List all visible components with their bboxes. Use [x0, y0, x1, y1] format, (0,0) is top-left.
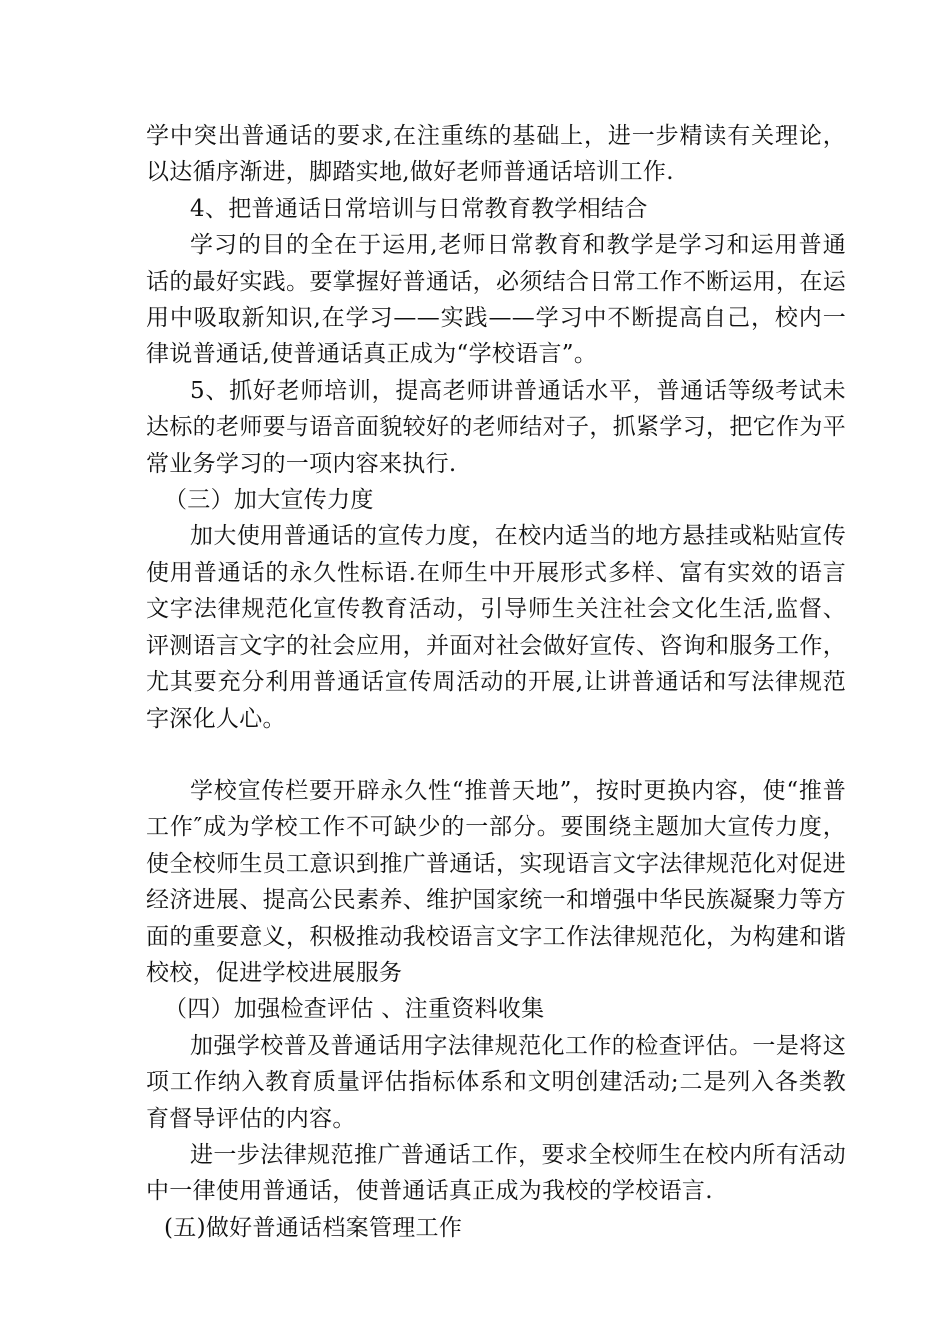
paragraph-inspection: 加强学校普及普通话用字法律规范化工作的检查评估。一是将这项工作纳入教育质量评估指标体系和文明创建活动;二是列入各类教育督导评估的内容。: [146, 1032, 846, 1132]
paragraph-learning-purpose: 学习的目的全在于运用,老师日常教育和教学是学习和运用普通话的最好实践。要掌握好普通话，必须结合日常工作不断运用，在运用中吸取新知识,在学习——实践——学习中不断提高自己，校内一律说普通话,使普通话真正成为“学校语言”。: [146, 232, 846, 368]
paragraph-continuation: 学中突出普通话的要求,在注重练的基础上，进一步精读有关理论，以达循序渐进，脚踏实地,做好老师普通话培训工作.: [146, 123, 846, 186]
section-heading-5: (五)做好普通话档案管理工作: [164, 1214, 463, 1241]
blank-line: [146, 737, 846, 773]
paragraph-bulletin-board: 学校宣传栏要开辟永久性“推普天地”，按时更换内容，使“推普工作″成为学校工作不可缺少的一部分。要围绕主题加大宣传力度，使全校师生员工意识到推广普通话，实现语言文字法律规范化对促进经济进展、提高公民素养、维护国家统一和增强中华民族凝聚力等方面的重要意义，积极推动我校语言文字工作法律规范化，为构建和谐校校，促进学校进展服务: [146, 777, 846, 986]
document-body: [146, 118, 846, 1246]
subheading-item-4: 4、把普通话日常培训与日常教育教学相结合: [190, 195, 648, 222]
paragraph-item-5-teacher-training: 5、抓好老师培训，提高老师讲普通话水平，普通话等级考试未达标的老师要与语音面貌较好的老师结对子，抓紧学习，把它作为平常业务学习的一项内容来执行.: [146, 377, 846, 477]
section-heading-3: （三）加大宣传力度: [164, 487, 374, 514]
paragraph-standardization: 进一步法律规范推广普通话工作，要求全校师生在校内所有活动中一律使用普通话，使普通话真正成为我校的学校语言.: [146, 1141, 846, 1205]
section-heading-4: （四）加强检查评估 、注重资料收集: [164, 996, 545, 1023]
paragraph-publicity: 加大使用普通话的宣传力度，在校内适当的地方悬挂或粘贴宣传使用普通话的永久性标语.在师生中开展形式多样、富有实效的语言文字法律规范化宣传教育活动，引导师生关注社会文化生活,监督、评测语言文字的社会应用，并面对社会做好宣传、咨询和服务工作，尤其要充分利用普通话宣传周活动的开展,让讲普通话和写法律规范字深化人心。: [146, 523, 846, 732]
